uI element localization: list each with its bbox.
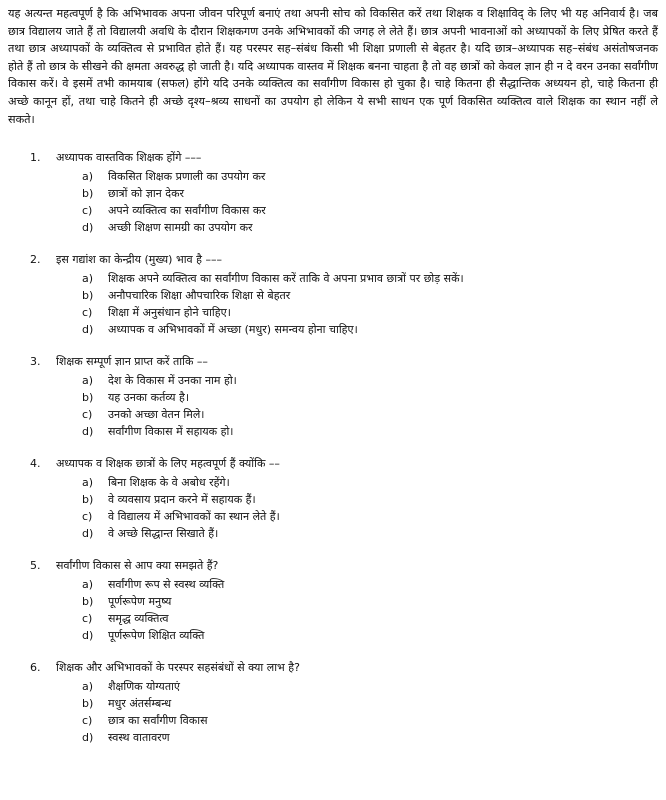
option-text: छात्रों को ज्ञान देकर xyxy=(108,187,185,201)
option-text: अनौपचारिक शिक्षा औपचारिक शिक्षा से बेहतर xyxy=(108,289,291,303)
option-label: a) xyxy=(82,578,94,592)
question-text: शिक्षक और अभिभावकों के परस्पर सहसंबंधों से क्या लाभ है? xyxy=(56,661,300,675)
option-text: शिक्षा में अनुसंधान होने चाहिए। xyxy=(108,306,231,320)
option-label: b) xyxy=(82,289,94,303)
option-label: d) xyxy=(82,731,94,745)
option-text: सर्वांगीण विकास में सहायक हो। xyxy=(108,425,234,439)
option-list xyxy=(8,270,658,338)
question-text: इस गद्यांश का केन्द्रीय (मुख्य) भाव है ––– xyxy=(56,253,222,267)
question-number: 2. xyxy=(30,253,41,267)
option-c xyxy=(82,712,658,729)
option-d xyxy=(82,321,658,338)
option-label: c) xyxy=(82,510,93,524)
question-text: अध्यापक वास्तविक शिक्षक होंगे ––– xyxy=(56,151,202,165)
option-label: a) xyxy=(82,170,94,184)
question-text: सर्वांगीण विकास से आप क्या समझते हैं? xyxy=(56,559,219,573)
option-label: a) xyxy=(82,374,94,388)
option-d xyxy=(82,423,658,440)
option-text: विकसित शिक्षक प्रणाली का उपयोग कर xyxy=(108,170,266,184)
option-list xyxy=(8,372,658,440)
option-c xyxy=(82,304,658,321)
option-d xyxy=(82,219,658,236)
option-label: a) xyxy=(82,272,94,286)
option-label: d) xyxy=(82,527,94,541)
question-text: शिक्षक सम्पूर्ण ज्ञान प्राप्त करें ताकि –– xyxy=(56,355,208,369)
option-c xyxy=(82,202,658,219)
option-label: b) xyxy=(82,187,94,201)
option-label: c) xyxy=(82,408,93,422)
question-number: 4. xyxy=(30,457,41,471)
option-label: b) xyxy=(82,391,94,405)
question-5 xyxy=(8,558,658,644)
option-d xyxy=(82,729,658,746)
option-label: c) xyxy=(82,612,93,626)
option-label: d) xyxy=(82,221,94,235)
option-list xyxy=(8,678,658,746)
option-text: वे विद्यालय में अभिभावकों का स्थान लेते हैं। xyxy=(108,510,280,524)
option-label: d) xyxy=(82,425,94,439)
option-label: c) xyxy=(82,306,93,320)
option-label: b) xyxy=(82,493,94,507)
option-text: उनको अच्छा वेतन मिले। xyxy=(108,408,205,422)
option-b xyxy=(82,389,658,406)
question-number: 6. xyxy=(30,661,41,675)
option-text: शैक्षणिक योग्यताएं xyxy=(108,680,181,694)
question-4 xyxy=(8,456,658,542)
option-label: d) xyxy=(82,323,94,337)
option-text: पूर्णरूपेण शिक्षित व्यक्ति xyxy=(108,629,205,643)
question-list xyxy=(8,150,658,746)
option-c xyxy=(82,406,658,423)
option-a xyxy=(82,474,658,491)
option-text: अध्यापक व अभिभावकों में अच्छा (मधुर) समन्वय होना चाहिए। xyxy=(108,323,358,337)
question-number: 3. xyxy=(30,355,41,369)
option-d xyxy=(82,525,658,542)
option-b xyxy=(82,185,658,202)
option-text: बिना शिक्षक के वे अबोध रहेंगे। xyxy=(108,476,230,490)
question-6 xyxy=(8,660,658,746)
option-label: a) xyxy=(82,476,94,490)
question-3 xyxy=(8,354,658,440)
option-text: समृद्ध व्यक्तित्व xyxy=(108,612,169,626)
option-b xyxy=(82,287,658,304)
question-2 xyxy=(8,252,658,338)
option-text: अपने व्यक्तित्व का सर्वांगीण विकास कर xyxy=(108,204,266,218)
question-number: 1. xyxy=(30,151,41,165)
option-list xyxy=(8,474,658,542)
option-b xyxy=(82,695,658,712)
option-c xyxy=(82,610,658,627)
option-label: c) xyxy=(82,204,93,218)
option-b xyxy=(82,593,658,610)
option-a xyxy=(82,576,658,593)
question-1 xyxy=(8,150,658,236)
option-c xyxy=(82,508,658,525)
option-list xyxy=(8,576,658,644)
option-text: छात्र का सर्वांगीण विकास xyxy=(108,714,208,728)
option-text: पूर्णरूपेण मनुष्य xyxy=(108,595,172,609)
option-a xyxy=(82,372,658,389)
option-text: मधुर अंतर्सम्बन्ध xyxy=(108,697,172,711)
option-a xyxy=(82,270,658,287)
option-b xyxy=(82,491,658,508)
option-label: b) xyxy=(82,595,94,609)
option-list xyxy=(8,168,658,236)
option-label: b) xyxy=(82,697,94,711)
option-a xyxy=(82,168,658,185)
option-text: यह उनका कर्तव्य है। xyxy=(108,391,190,405)
option-text: शिक्षक अपने व्यक्तित्व का सर्वांगीण विकास करें ताकि वे अपना प्रभाव छात्रों पर छोड़ सकें। xyxy=(108,272,464,286)
option-text: वे अच्छे सिद्धान्त सिखाते हैं। xyxy=(108,527,219,541)
option-text: सर्वांगीण रूप से स्वस्थ व्यक्ति xyxy=(108,578,225,592)
option-text: देश के विकास में उनका नाम हो। xyxy=(108,374,237,388)
option-text: स्वस्थ वातावरण xyxy=(108,731,170,745)
option-a xyxy=(82,678,658,695)
question-number: 5. xyxy=(30,559,41,573)
option-label: c) xyxy=(82,714,93,728)
option-text: अच्छी शिक्षण सामग्री का उपयोग कर xyxy=(108,221,253,235)
option-label: d) xyxy=(82,629,94,643)
passage-text: यह अत्यन्त महत्वपूर्ण है कि अभिभावक अपना जीवन परिपूर्ण बनाएं तथा अपनी सोच को विकसित करें तथा शिक्षक व शिक्षाविद् के लिए भी यह अनिवार्य है। जब छात्र विद्यालय जाते हैं तो विद्यालयी अवधि के दौरान शिक्षकगण उनके अभिभावकों की जगह ले लेते हैं। छात्र अपनी भावनाओं को अध्यापकों के लिए प्रेषित करते हैं तथा छात्र अध्यापकों के व्यक्तित्व से प्रभावित होते हैं। यह परस्पर सह–संबंध किसी भी शिक्षा प्रणाली से बेहतर है। यदि छात्र–अध्यापक सह–संबंध असंतोषजनक होते हैं तो छात्र के सीखने की क्षमता अवरुद्ध हो जाती है। यदि अध्यापक वास्तव में शिक्षक बनना चाहता है तो वह छात्रों को केवल ज्ञान ही न दे वरन उनका सर्वांगीण विकास करें। वे इसमें तभी कामयाब (सफल) होंगे यदि उनके व्यक्तित्व का सर्वांगीण विकास हो चुका है। चाहे कितना ही सैद्धान्तिक अध्ययन हो, चाहे कितना ही अच्छे कानून हों, तथा चाहे कितने ही अच्छे दृश्य–श्रव्य साधनों का उपयोग हो लेकिन ये सभी साधन एक पूर्ण विकसित व्यक्तित्व वाले शिक्षक का स्थान नहीं ले सकते। xyxy=(8,7,658,126)
option-label: a) xyxy=(82,680,94,694)
option-text: वे व्यवसाय प्रदान करने में सहायक हैं। xyxy=(108,493,256,507)
option-d xyxy=(82,627,658,644)
question-text: अध्यापक व शिक्षक छात्रों के लिए महत्वपूर्ण हैं क्योंकि –– xyxy=(56,457,280,471)
